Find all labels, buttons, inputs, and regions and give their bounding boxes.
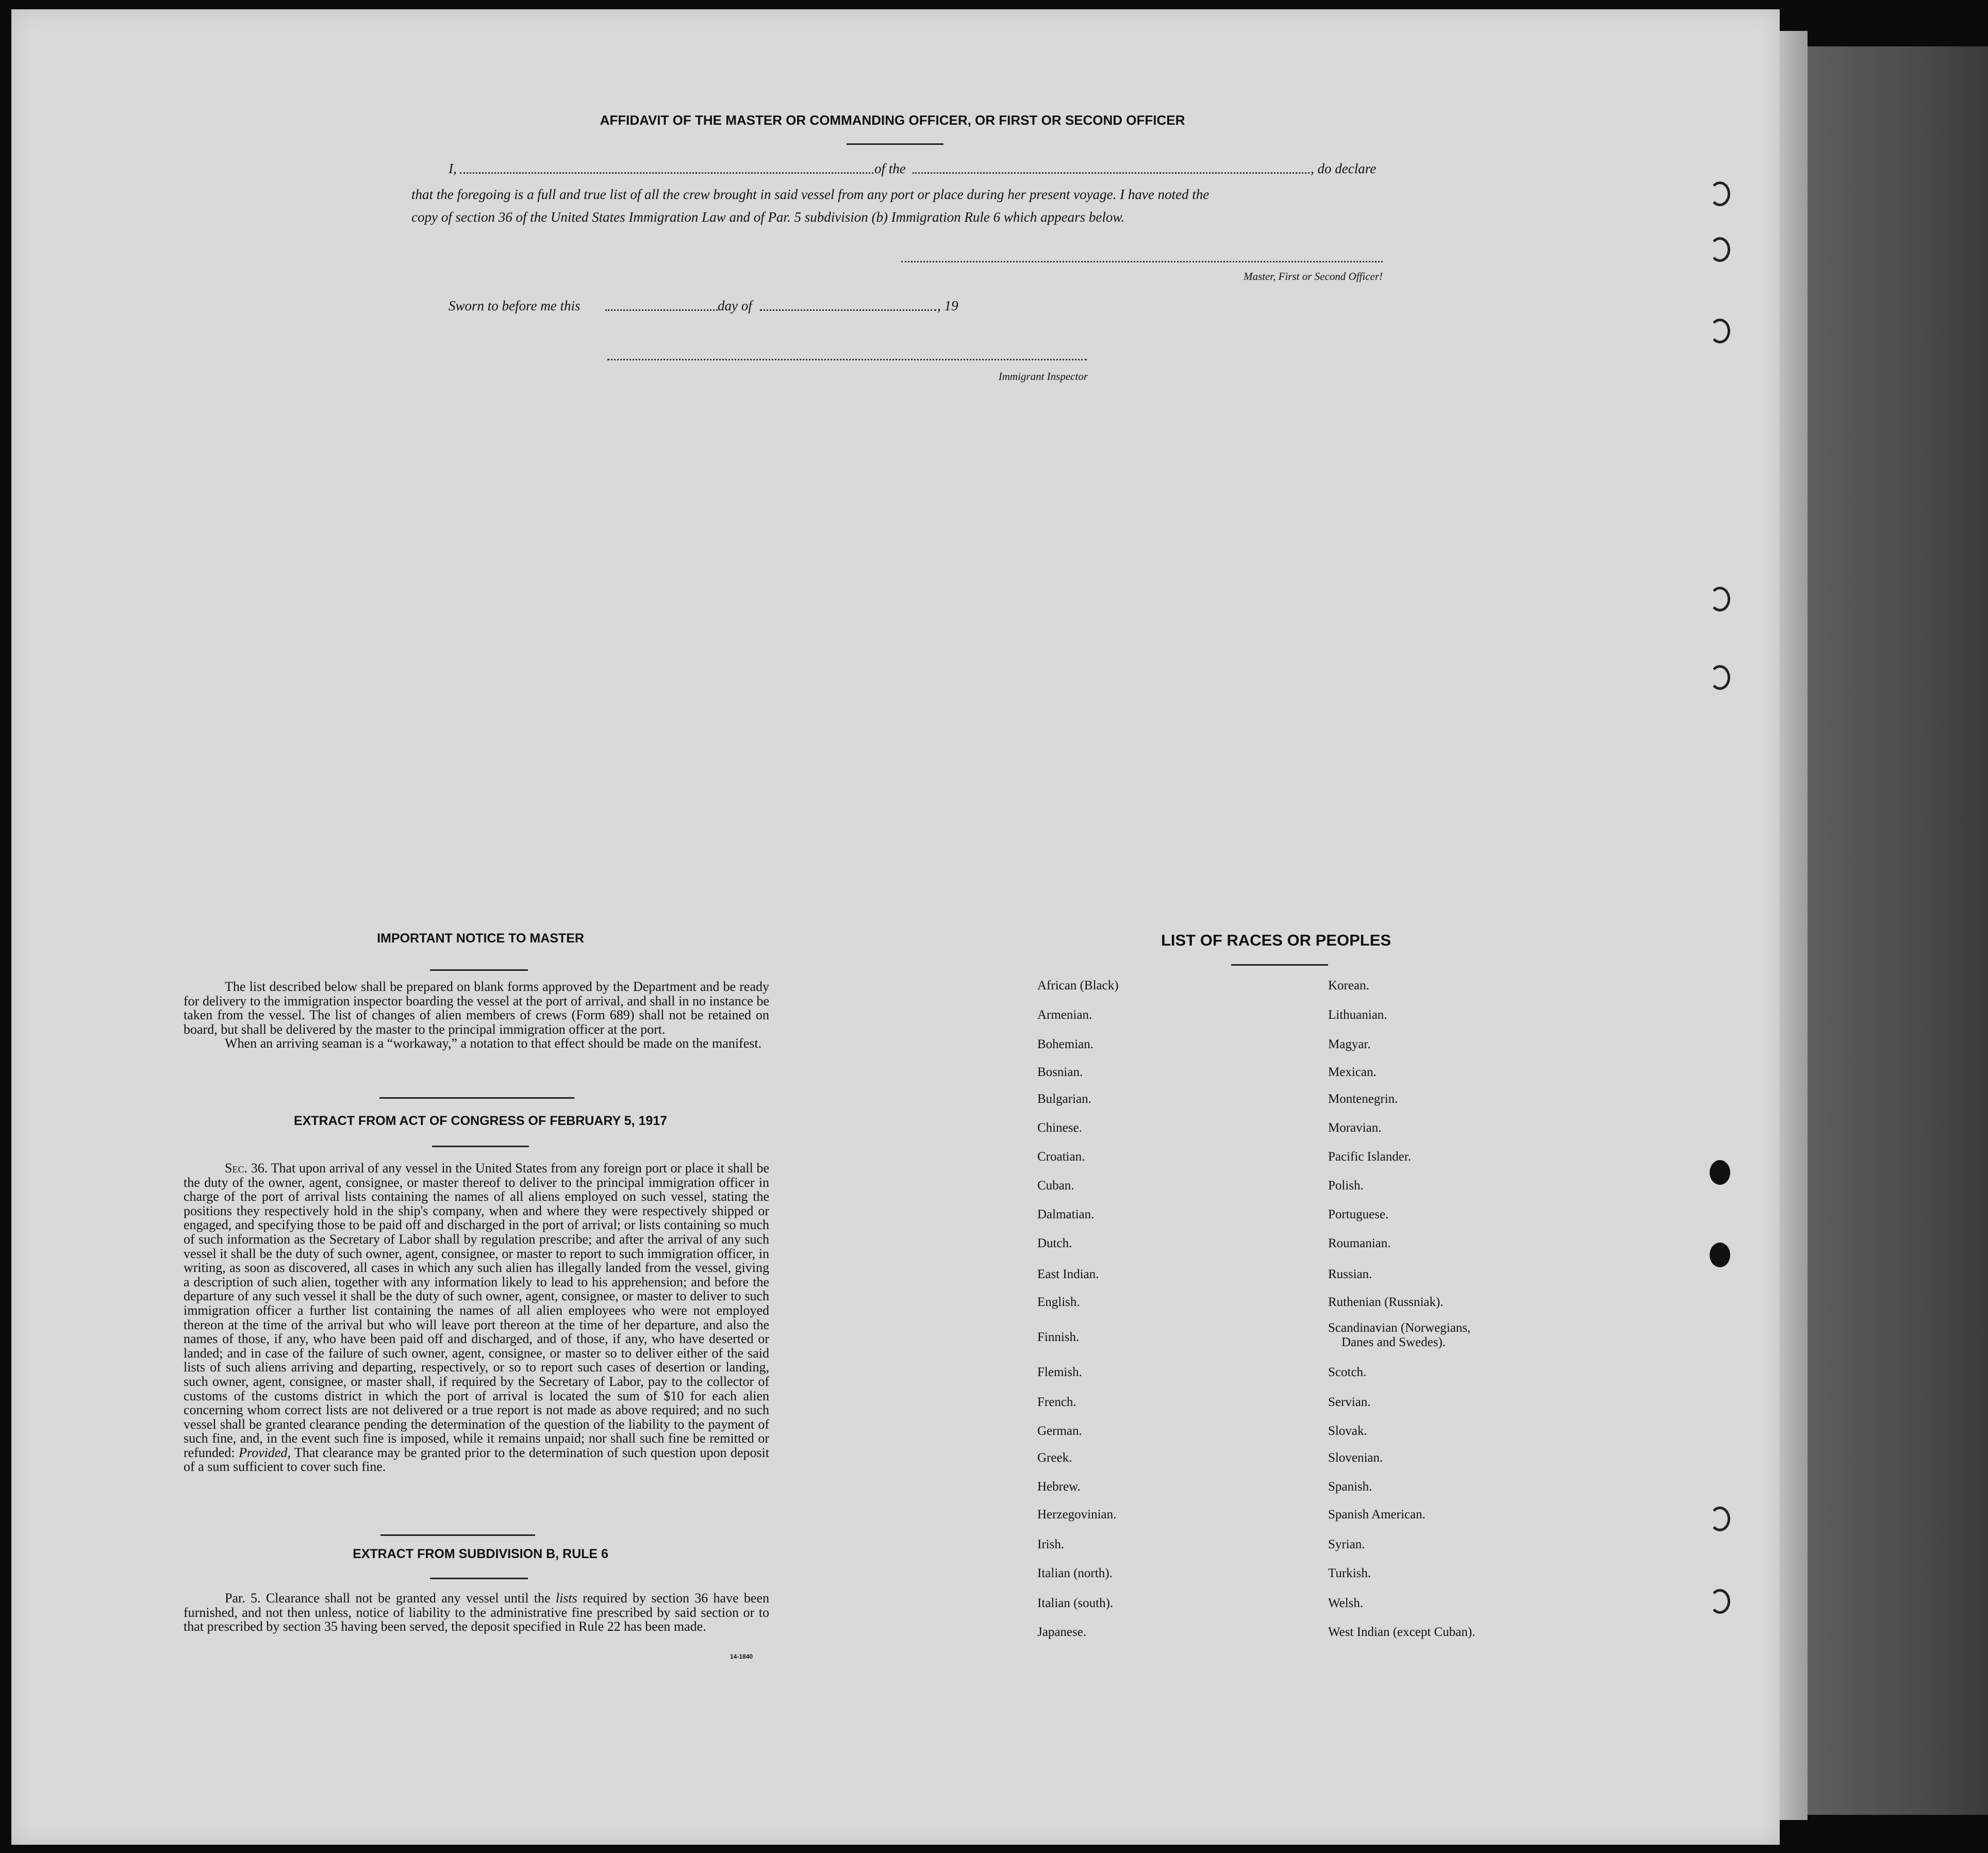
race-list-item: Lithuanian. [1328,1008,1387,1022]
race-list-item: Ruthenian (Russniak). [1328,1295,1444,1309]
race-list-item: Russian. [1328,1267,1372,1281]
race-list-item: Armenian. [1037,1008,1092,1022]
binder-hole [1710,1243,1730,1267]
race-list-item: Moravian. [1328,1121,1382,1135]
master-signature-field[interactable] [901,261,1383,262]
do-declare-label: , do declare [1311,161,1377,176]
race-list-item: French. [1037,1395,1076,1409]
act-extract-text [184,1161,769,1474]
race-list-item: Welsh. [1328,1596,1364,1610]
race-list-item: Spanish. [1328,1480,1372,1494]
lists-word: lists [555,1591,577,1606]
master-caption: Master, First or Second Officer! [1243,270,1383,283]
race-list-item: German. [1037,1424,1082,1438]
sworn-month-field[interactable] [760,309,936,311]
section-36-body-end: That clearance may be granted prior to the determination of such question upon deposit of a sum sufficient to cover such fine. [184,1445,770,1475]
vessel-name-field[interactable] [913,172,1310,174]
race-list-item: Chinese. [1037,1121,1082,1135]
race-list-item: Japanese. [1037,1625,1087,1639]
race-list-item: Turkish. [1328,1566,1371,1580]
form-number: 14-1840 [730,1653,753,1660]
race-list-item: Italian (south). [1037,1596,1114,1610]
of-the-label: of the [874,161,906,176]
inspector-signature-field[interactable] [607,359,1087,360]
act-extract-title: EXTRACT FROM ACT OF CONGRESS OF FEBRUARY 5, 1917 [293,1114,668,1128]
race-list-item: Servian. [1328,1395,1371,1409]
binder-hole [1710,1507,1730,1531]
notice-paragraph-1: The list described below shall be prepared on blank forms approved by the Department and be ready for delivery to the immigration inspector boarding the vessel at the port of arrival, and shall in no instance be taken from the vessel. The list of changes of alien members of crews (Form 689) shall not be retained on board, but shall be delivered by the master to the principal immigration officer at the port. [184,979,769,1037]
divider [430,1578,528,1579]
divider [847,143,943,145]
divider [1231,964,1328,966]
declarant-name-field[interactable] [460,172,883,174]
affidavit-title: AFFIDAVIT OF THE MASTER OR COMMANDING OFFICER, OR FIRST OR SECOND OFFICER [600,112,1185,128]
race-list-item: Herzegovinian. [1037,1508,1117,1521]
notice-title: IMPORTANT NOTICE TO MASTER [377,931,584,946]
divider [380,1534,535,1536]
section-36-body: That upon arrival of any vessel in the United States from any foreign port or place it shall be the duty of the owner, agent, consignee, or master thereof to deliver to the principal immigration officer in charge of the port of arrival lists containing the names of all aliens employed on such vessel, stating the positions they respectively hold in the ship's company, when and where they were respectively shipped or engaged, and specifying those to be paid off and discharged in the port of arrival; or lists containing so much of such information as the Secretary of Labor shall by regulation prescribe; and after the arrival of any such vessel it shall be the duty of such owner, agent, consignee, or master to report to such immigration officer, in writing, as soon as discovered, all cases in which any such alien has illegally landed from the vessel, giving a description of such alien, together with any information likely to lead to his apprehension; and before the departure of any such vessel it shall be the duty of such owner, agent, consignee, or master to deliver to such immigration officer a further list containing the names of all alien employees who were not employed thereon at the time of the arrival but who will leave port thereon at the time of her departure, and also the names of those, if any, who have been paid off and discharged, and of those, if any, who have deserted or landed; and in case of the failure of such owner, agent, consignee, or master so to deliver either of the said lists of such aliens arriving and departing, respectively, or so to report such cases of desertion or landing, such owner, agent, consignee, or master shall, if required by the Secretary of Labor, pay to the collector of customs of the customs district in which the port of arrival is located the sum of $10 for each alien concerning whom correct lists are not delivered or a true report is not made as above required; and no such vessel shall be granted clearance pending the determination of the question of the liability to the payment of such fine, and, in the event such fine is imposed, while it remains unpaid; nor shall such fine be remitted or refunded: [184,1161,769,1460]
divider [430,969,528,971]
race-list-item: West Indian (except Cuban). [1328,1625,1476,1639]
sworn-day-field[interactable] [605,309,718,311]
underlying-page [1808,46,1988,1815]
race-list-item: Dalmatian. [1037,1207,1095,1221]
race-list-item: Syrian. [1328,1537,1365,1551]
binder-hole [1710,1160,1730,1185]
race-list-item: Finnish. [1037,1330,1080,1344]
race-list-item: Bohemian. [1037,1037,1094,1051]
sworn-line [449,298,1052,317]
binder-hole [1710,181,1730,206]
race-list-item: Scandinavian (Norwegians, [1328,1321,1471,1335]
race-list-item: English. [1037,1295,1080,1309]
race-list-item: Danes and Swedes). [1341,1335,1446,1349]
race-list-item: Cuban. [1037,1179,1074,1193]
race-list-item: Magyar. [1328,1037,1371,1051]
par5-start: Par. 5. Clearance shall not be granted any vessel until the [225,1591,551,1606]
binder-hole [1710,665,1730,690]
binder-hole [1710,1589,1730,1614]
binder-hole [1710,237,1730,262]
provided-word: Provided, [239,1445,291,1460]
day-of-label: day of [718,298,752,313]
notice-paragraph-2: When an arriving seaman is a “workaway,” a notation to that effect should be made on the manifest. [225,1036,762,1051]
affidavit-line1 [449,161,1385,179]
race-list-item: Hebrew. [1037,1480,1081,1494]
race-list-item: Pacific Islander. [1328,1150,1412,1164]
race-list-item: African (Black) [1037,979,1119,992]
race-list-item: Bulgarian. [1037,1092,1091,1106]
inspector-caption: Immigrant Inspector [998,370,1088,383]
par5-end: required by section 36 have been furnished, and not then unless, notice of liability to the administrative fine prescribed by said section or to that prescribed by section 35 having been served, the deposit specified in Rule 22 has been made. [184,1591,770,1634]
affidavit-line3: copy of section 36 of the United States Immigration Law and of Par. 5 subdivision (b) Immigration Rule 6 which appears below. [411,209,1125,225]
notice-text [184,980,769,1051]
race-list-item: Slovak. [1328,1424,1367,1438]
race-list-item: Montenegrin. [1328,1092,1398,1106]
race-list-item: Italian (north). [1037,1566,1113,1580]
section-label: Sec. 36. [225,1161,268,1176]
race-list-item: Korean. [1328,979,1369,992]
race-list-item: Irish. [1037,1537,1065,1551]
page-edge [1780,31,1808,1820]
race-list-item: Mexican. [1328,1065,1377,1079]
race-list-item: Greek. [1037,1451,1072,1465]
race-list-item: Dutch. [1037,1236,1072,1250]
races-title: LIST OF RACES OR PEOPLES [1161,931,1391,949]
form-page [11,9,1780,1845]
race-list-item: Spanish American. [1328,1508,1426,1521]
race-list-item: Croatian. [1037,1150,1085,1164]
race-list-item: Polish. [1328,1179,1364,1193]
binder-hole [1710,319,1730,343]
race-list-item: Roumanian. [1328,1236,1391,1250]
race-list-item: Slovenian. [1328,1451,1383,1465]
affidavit-line2: that the foregoing is a full and true list of all the crew brought in said vessel from any port or place during her present voyage. I have noted the [411,187,1210,202]
sworn-prefix: Sworn to before me this [449,298,581,313]
year-label: , 19 [937,298,958,313]
declarant-prefix: I, [449,161,457,176]
divider [432,1146,529,1147]
rule-extract-text [184,1591,769,1634]
race-list-item: Portuguese. [1328,1207,1389,1221]
race-list-item: Bosnian. [1037,1065,1083,1079]
divider [379,1097,574,1099]
binder-hole [1710,587,1730,611]
race-list-item: Scotch. [1328,1365,1367,1379]
rule-extract-title: EXTRACT FROM SUBDIVISION B, RULE 6 [353,1547,608,1561]
race-list-item: East Indian. [1037,1267,1099,1281]
race-list-item: Flemish. [1037,1365,1082,1379]
